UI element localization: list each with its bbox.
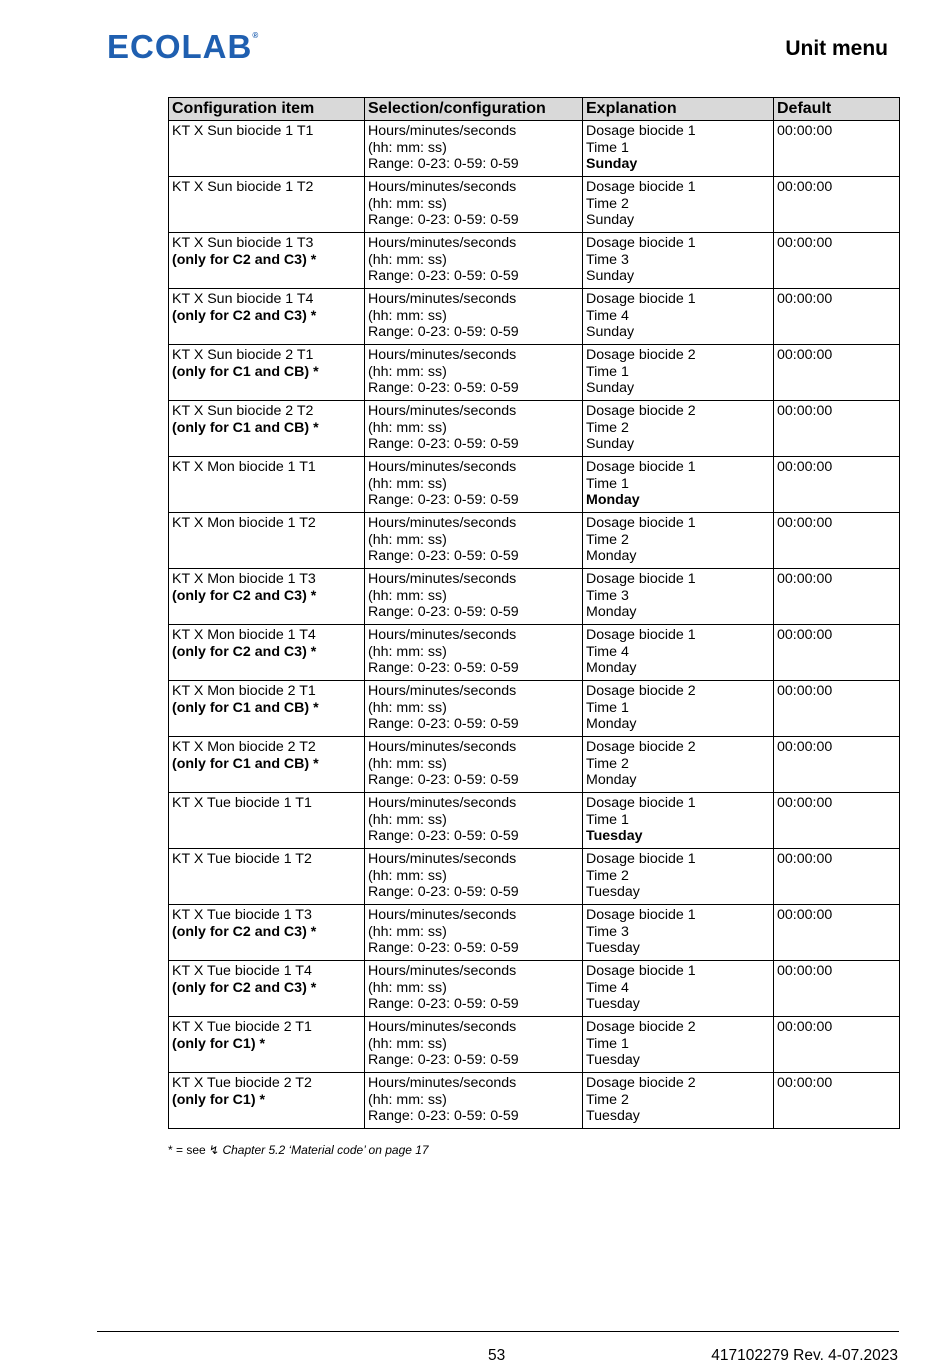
config-item-name: KT X Mon biocide 1 T4 xyxy=(172,627,316,643)
selection-line: Range: 0-23: 0-59: 0-59 xyxy=(368,212,519,229)
explanation-line: Dosage biocide 2 xyxy=(586,403,696,419)
selection-line: Range: 0-23: 0-59: 0-59 xyxy=(368,940,519,957)
cell-explanation xyxy=(583,457,774,513)
document-reference: 417102279 Rev. 4-07.2023 xyxy=(711,1347,898,1364)
explanation-line: Dosage biocide 1 xyxy=(586,291,696,307)
cell-selection xyxy=(365,289,583,345)
configuration-table xyxy=(168,97,900,1129)
explanation-line: Sunday xyxy=(586,268,635,285)
selection-line: Hours/minutes/seconds xyxy=(368,123,517,139)
explanation-line: Dosage biocide 1 xyxy=(586,907,696,923)
explanation-line: Dosage biocide 1 xyxy=(586,851,696,867)
config-item-name: KT X Tue biocide 2 T2 xyxy=(172,1075,312,1091)
config-item-name: KT X Mon biocide 1 T3 xyxy=(172,571,316,587)
cell-default: 00:00:00 xyxy=(774,625,900,681)
cell-configuration-item xyxy=(169,457,365,513)
cell-selection xyxy=(365,457,583,513)
explanation-line: Monday xyxy=(586,492,640,509)
selection-line: Range: 0-23: 0-59: 0-59 xyxy=(368,380,519,397)
cell-explanation xyxy=(583,1017,774,1073)
explanation-line: Monday xyxy=(586,716,637,733)
table-row xyxy=(169,849,900,905)
explanation-line: Dosage biocide 1 xyxy=(586,571,696,587)
config-item-name: KT X Tue biocide 1 T1 xyxy=(172,795,312,811)
table-row xyxy=(169,401,900,457)
explanation-line: Dosage biocide 2 xyxy=(586,1019,696,1035)
selection-line: Hours/minutes/seconds xyxy=(368,291,517,307)
pointer-arrow-icon: ↯ xyxy=(209,1143,220,1157)
selection-line: Range: 0-23: 0-59: 0-59 xyxy=(368,268,519,285)
table-row xyxy=(169,961,900,1017)
config-item-note: (only for C2 and C3) * xyxy=(172,587,317,604)
explanation-line: Dosage biocide 1 xyxy=(586,963,696,979)
config-item-note: (only for C1 and CB) * xyxy=(172,755,319,772)
table-row xyxy=(169,177,900,233)
cell-default: 00:00:00 xyxy=(774,1017,900,1073)
explanation-line: Tuesday xyxy=(586,1052,640,1069)
selection-line: Hours/minutes/seconds xyxy=(368,403,517,419)
config-item-name: KT X Tue biocide 1 T3 xyxy=(172,907,312,923)
explanation-line: Dosage biocide 1 xyxy=(586,459,696,475)
table-row xyxy=(169,457,900,513)
explanation-line: Dosage biocide 1 xyxy=(586,795,696,811)
explanation-line: Time 2 xyxy=(586,531,629,548)
selection-line: (hh: mm: ss) xyxy=(368,923,447,940)
selection-line: (hh: mm: ss) xyxy=(368,195,447,212)
explanation-line: Dosage biocide 2 xyxy=(586,1075,696,1091)
explanation-line: Time 1 xyxy=(586,1035,629,1052)
explanation-line: Sunday xyxy=(586,436,635,453)
cell-default: 00:00:00 xyxy=(774,401,900,457)
cell-explanation xyxy=(583,401,774,457)
cell-configuration-item xyxy=(169,849,365,905)
table-row xyxy=(169,625,900,681)
selection-line: Range: 0-23: 0-59: 0-59 xyxy=(368,996,519,1013)
table-row xyxy=(169,1017,900,1073)
cell-configuration-item xyxy=(169,401,365,457)
config-item-name: KT X Tue biocide 2 T1 xyxy=(172,1019,312,1035)
footnote xyxy=(168,1143,429,1157)
explanation-line: Time 2 xyxy=(586,867,629,884)
cell-default: 00:00:00 xyxy=(774,233,900,289)
config-item-note: (only for C2 and C3) * xyxy=(172,923,317,940)
config-item-name: KT X Sun biocide 2 T2 xyxy=(172,403,314,419)
explanation-line: Monday xyxy=(586,548,637,565)
column-header-default: Default xyxy=(774,98,900,121)
config-item-name: KT X Sun biocide 1 T1 xyxy=(172,123,314,139)
cell-selection xyxy=(365,737,583,793)
cell-configuration-item xyxy=(169,737,365,793)
selection-line: (hh: mm: ss) xyxy=(368,979,447,996)
selection-line: Range: 0-23: 0-59: 0-59 xyxy=(368,716,519,733)
selection-line: Hours/minutes/seconds xyxy=(368,907,517,923)
cell-configuration-item xyxy=(169,569,365,625)
selection-line: Hours/minutes/seconds xyxy=(368,515,517,531)
explanation-line: Dosage biocide 1 xyxy=(586,179,696,195)
selection-line: Hours/minutes/seconds xyxy=(368,795,517,811)
selection-line: (hh: mm: ss) xyxy=(368,475,447,492)
selection-line: (hh: mm: ss) xyxy=(368,1035,447,1052)
cell-configuration-item xyxy=(169,905,365,961)
explanation-line: Time 2 xyxy=(586,195,629,212)
explanation-line: Dosage biocide 1 xyxy=(586,123,696,139)
selection-line: (hh: mm: ss) xyxy=(368,251,447,268)
explanation-line: Tuesday xyxy=(586,828,643,845)
selection-line: Hours/minutes/seconds xyxy=(368,347,517,363)
selection-line: (hh: mm: ss) xyxy=(368,811,447,828)
explanation-line: Monday xyxy=(586,772,637,789)
footer-divider xyxy=(97,1331,899,1332)
explanation-line: Time 1 xyxy=(586,699,629,716)
cell-explanation xyxy=(583,121,774,177)
cell-default: 00:00:00 xyxy=(774,793,900,849)
selection-line: Range: 0-23: 0-59: 0-59 xyxy=(368,884,519,901)
cell-default: 00:00:00 xyxy=(774,961,900,1017)
column-header-explanation: Explanation xyxy=(583,98,774,121)
cell-configuration-item xyxy=(169,681,365,737)
cell-explanation xyxy=(583,233,774,289)
explanation-line: Dosage biocide 1 xyxy=(586,515,696,531)
cell-selection xyxy=(365,569,583,625)
explanation-line: Monday xyxy=(586,604,637,621)
config-item-note: (only for C2 and C3) * xyxy=(172,307,317,324)
cell-configuration-item xyxy=(169,345,365,401)
cell-selection xyxy=(365,625,583,681)
explanation-line: Dosage biocide 2 xyxy=(586,739,696,755)
config-item-name: KT X Mon biocide 2 T2 xyxy=(172,739,316,755)
explanation-line: Time 1 xyxy=(586,811,629,828)
explanation-line: Tuesday xyxy=(586,996,640,1013)
cell-default: 00:00:00 xyxy=(774,1073,900,1129)
table-row xyxy=(169,905,900,961)
selection-line: Hours/minutes/seconds xyxy=(368,739,517,755)
explanation-line: Tuesday xyxy=(586,940,640,957)
table-row xyxy=(169,233,900,289)
explanation-line: Tuesday xyxy=(586,1108,640,1125)
selection-line: (hh: mm: ss) xyxy=(368,699,447,716)
explanation-line: Time 2 xyxy=(586,1091,629,1108)
selection-line: Range: 0-23: 0-59: 0-59 xyxy=(368,660,519,677)
config-item-note: (only for C2 and C3) * xyxy=(172,643,317,660)
config-item-name: KT X Sun biocide 1 T2 xyxy=(172,179,314,195)
explanation-line: Sunday xyxy=(586,324,635,341)
table-row xyxy=(169,569,900,625)
page-number: 53 xyxy=(488,1347,506,1364)
table-row xyxy=(169,793,900,849)
config-item-note: (only for C2 and C3) * xyxy=(172,251,317,268)
logo-text: ECOLAB xyxy=(107,28,253,65)
cell-default: 00:00:00 xyxy=(774,457,900,513)
footnote-prefix: * = see xyxy=(168,1143,206,1157)
selection-line: (hh: mm: ss) xyxy=(368,867,447,884)
selection-line: Hours/minutes/seconds xyxy=(368,683,517,699)
explanation-line: Time 1 xyxy=(586,363,629,380)
cell-selection xyxy=(365,849,583,905)
chapter-reference-link[interactable]: Chapter 5.2 ‘Material code’ on page 17 xyxy=(222,1143,429,1157)
cell-default: 00:00:00 xyxy=(774,681,900,737)
explanation-line: Time 3 xyxy=(586,251,629,268)
config-item-note: (only for C1) * xyxy=(172,1091,266,1108)
config-item-note: (only for C1 and CB) * xyxy=(172,363,319,380)
cell-explanation xyxy=(583,1073,774,1129)
column-header-selection: Selection/configuration xyxy=(365,98,583,121)
cell-explanation xyxy=(583,177,774,233)
cell-default: 00:00:00 xyxy=(774,177,900,233)
cell-explanation xyxy=(583,905,774,961)
cell-explanation xyxy=(583,569,774,625)
explanation-line: Time 3 xyxy=(586,587,629,604)
cell-default: 00:00:00 xyxy=(774,121,900,177)
selection-line: (hh: mm: ss) xyxy=(368,531,447,548)
cell-explanation xyxy=(583,849,774,905)
table-row xyxy=(169,681,900,737)
cell-default: 00:00:00 xyxy=(774,345,900,401)
explanation-line: Sunday xyxy=(586,212,635,229)
table-row xyxy=(169,513,900,569)
cell-default: 00:00:00 xyxy=(774,289,900,345)
table-row xyxy=(169,1073,900,1129)
selection-line: Range: 0-23: 0-59: 0-59 xyxy=(368,156,519,173)
selection-line: (hh: mm: ss) xyxy=(368,643,447,660)
config-item-name: KT X Tue biocide 1 T4 xyxy=(172,963,312,979)
cell-explanation xyxy=(583,737,774,793)
cell-selection xyxy=(365,905,583,961)
selection-line: (hh: mm: ss) xyxy=(368,587,447,604)
config-item-name: KT X Sun biocide 1 T4 xyxy=(172,291,314,307)
cell-explanation xyxy=(583,681,774,737)
cell-selection xyxy=(365,177,583,233)
cell-configuration-item xyxy=(169,793,365,849)
cell-default: 00:00:00 xyxy=(774,905,900,961)
selection-line: Hours/minutes/seconds xyxy=(368,571,517,587)
cell-configuration-item xyxy=(169,513,365,569)
cell-selection xyxy=(365,401,583,457)
selection-line: Range: 0-23: 0-59: 0-59 xyxy=(368,548,519,565)
explanation-line: Dosage biocide 1 xyxy=(586,235,696,251)
explanation-line: Sunday xyxy=(586,156,638,173)
explanation-line: Dosage biocide 2 xyxy=(586,683,696,699)
selection-line: Range: 0-23: 0-59: 0-59 xyxy=(368,492,519,509)
config-item-name: KT X Mon biocide 1 T2 xyxy=(172,515,316,531)
selection-line: Range: 0-23: 0-59: 0-59 xyxy=(368,436,519,453)
cell-explanation xyxy=(583,289,774,345)
selection-line: Hours/minutes/seconds xyxy=(368,459,517,475)
explanation-line: Time 4 xyxy=(586,643,629,660)
cell-explanation xyxy=(583,793,774,849)
cell-default: 00:00:00 xyxy=(774,849,900,905)
cell-selection xyxy=(365,961,583,1017)
explanation-line: Time 2 xyxy=(586,755,629,772)
selection-line: (hh: mm: ss) xyxy=(368,755,447,772)
table-header-row xyxy=(169,98,900,121)
cell-selection xyxy=(365,121,583,177)
cell-explanation xyxy=(583,961,774,1017)
selection-line: (hh: mm: ss) xyxy=(368,139,447,156)
config-item-name: KT X Mon biocide 1 T1 xyxy=(172,459,316,475)
table-row xyxy=(169,345,900,401)
table-row xyxy=(169,289,900,345)
config-item-name: KT X Sun biocide 2 T1 xyxy=(172,347,314,363)
cell-default: 00:00:00 xyxy=(774,737,900,793)
selection-line: Range: 0-23: 0-59: 0-59 xyxy=(368,604,519,621)
config-item-name: KT X Tue biocide 1 T2 xyxy=(172,851,312,867)
cell-configuration-item xyxy=(169,961,365,1017)
column-header-configuration-item: Configuration item xyxy=(169,98,365,121)
selection-line: Hours/minutes/seconds xyxy=(368,627,517,643)
cell-explanation xyxy=(583,345,774,401)
explanation-line: Time 4 xyxy=(586,979,629,996)
selection-line: Range: 0-23: 0-59: 0-59 xyxy=(368,772,519,789)
page-title: Unit menu xyxy=(785,37,888,60)
selection-line: (hh: mm: ss) xyxy=(368,307,447,324)
cell-selection xyxy=(365,1017,583,1073)
selection-line: Range: 0-23: 0-59: 0-59 xyxy=(368,828,519,845)
selection-line: Range: 0-23: 0-59: 0-59 xyxy=(368,324,519,341)
config-item-name: KT X Mon biocide 2 T1 xyxy=(172,683,316,699)
cell-selection xyxy=(365,1073,583,1129)
selection-line: Hours/minutes/seconds xyxy=(368,963,517,979)
cell-default: 00:00:00 xyxy=(774,569,900,625)
explanation-line: Time 3 xyxy=(586,923,629,940)
explanation-line: Tuesday xyxy=(586,884,640,901)
config-item-note: (only for C1 and CB) * xyxy=(172,419,319,436)
explanation-line: Dosage biocide 1 xyxy=(586,627,696,643)
ecolab-logo xyxy=(107,30,259,63)
explanation-line: Time 1 xyxy=(586,475,629,492)
selection-line: (hh: mm: ss) xyxy=(368,419,447,436)
config-item-note: (only for C1 and CB) * xyxy=(172,699,319,716)
selection-line: Hours/minutes/seconds xyxy=(368,235,517,251)
cell-configuration-item xyxy=(169,233,365,289)
cell-explanation xyxy=(583,513,774,569)
cell-configuration-item xyxy=(169,289,365,345)
cell-configuration-item xyxy=(169,177,365,233)
selection-line: Range: 0-23: 0-59: 0-59 xyxy=(368,1052,519,1069)
table-body xyxy=(169,121,900,1129)
cell-selection xyxy=(365,681,583,737)
explanation-line: Time 2 xyxy=(586,419,629,436)
cell-default: 00:00:00 xyxy=(774,513,900,569)
config-item-name: KT X Sun biocide 1 T3 xyxy=(172,235,314,251)
cell-configuration-item xyxy=(169,625,365,681)
table-row xyxy=(169,737,900,793)
registered-mark: ® xyxy=(252,31,260,40)
explanation-line: Dosage biocide 2 xyxy=(586,347,696,363)
config-item-note: (only for C1) * xyxy=(172,1035,266,1052)
cell-selection xyxy=(365,793,583,849)
cell-selection xyxy=(365,345,583,401)
selection-line: (hh: mm: ss) xyxy=(368,1091,447,1108)
cell-selection xyxy=(365,513,583,569)
explanation-line: Time 4 xyxy=(586,307,629,324)
explanation-line: Time 1 xyxy=(586,139,629,156)
selection-line: Range: 0-23: 0-59: 0-59 xyxy=(368,1108,519,1125)
selection-line: (hh: mm: ss) xyxy=(368,363,447,380)
cell-explanation xyxy=(583,625,774,681)
selection-line: Hours/minutes/seconds xyxy=(368,1019,517,1035)
table-row xyxy=(169,121,900,177)
explanation-line: Monday xyxy=(586,660,637,677)
selection-line: Hours/minutes/seconds xyxy=(368,1075,517,1091)
selection-line: Hours/minutes/seconds xyxy=(368,851,517,867)
cell-configuration-item xyxy=(169,121,365,177)
cell-configuration-item xyxy=(169,1073,365,1129)
selection-line: Hours/minutes/seconds xyxy=(368,179,517,195)
config-item-note: (only for C2 and C3) * xyxy=(172,979,317,996)
cell-configuration-item xyxy=(169,1017,365,1073)
explanation-line: Sunday xyxy=(586,380,635,397)
cell-selection xyxy=(365,233,583,289)
